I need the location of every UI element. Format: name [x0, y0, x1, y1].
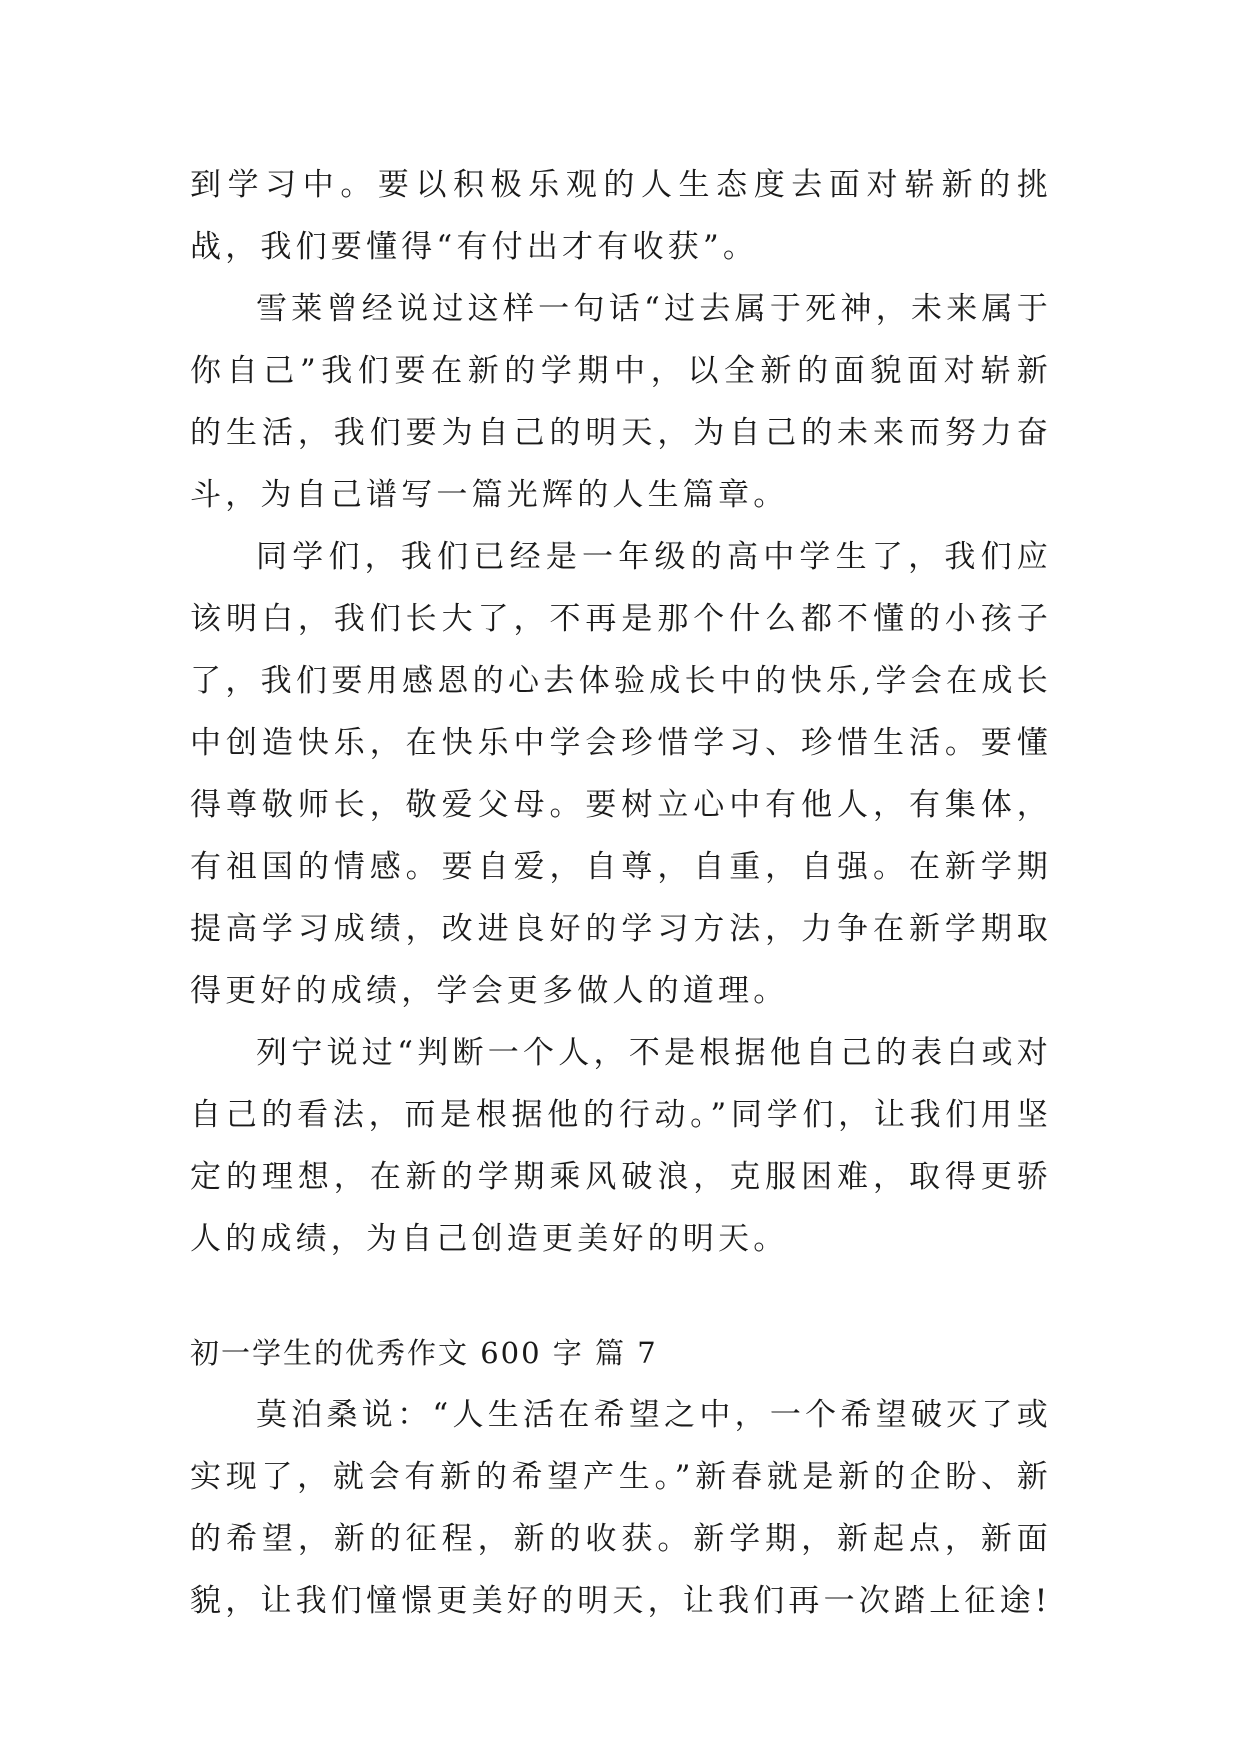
paragraph: 同学们，我们已经是一年级的高中学生了，我们应该明白，我们长大了，不再是那个什么都不懂的小孩子了，我们要用感恩的心去体验成长中的快乐,学会在成长中创造快乐，在快乐中学会珍惜学习、珍惜生活。要懂得尊敬师长，敬爱父母。要树立心中有他人，有集体，有祖国的情感。要自爱，自尊，自重，自强。在新学期提高学习成绩，改进良好的学习方法，力争在新学期取得更好的成绩，学会更多做人的道理。	[190, 539, 1052, 1009]
paragraph: 到学习中。要以积极乐观的人生态度去面对崭新的挑战，我们要懂得“有付出才有收获”。	[190, 167, 1052, 265]
paragraph: 莫泊桑说：“人生活在希望之中，一个希望破灭了或实现了，就会有新的希望产生。”新春就是新的企盼、新的希望，新的征程，新的收获。新学期，新起点，新面貌，让我们憧憬更美好的明天，让我们再一次踏上征途!	[190, 1397, 1052, 1619]
document-page	[190, 154, 1052, 1632]
paragraph: 列宁说过“判断一个人，不是根据他自己的表白或对自己的看法，而是根据他的行动。”同学们，让我们用坚定的理想，在新的学期乘风破浪，克服困难，取得更骄人的成绩，为自己创造更美好的明天。	[190, 1035, 1052, 1257]
paragraph: 雪莱曾经说过这样一句话“过去属于死神，未来属于你自己”我们要在新的学期中，以全新的面貌面对崭新的生活，我们要为自己的明天，为自己的未来而努力奋斗，为自己谱写一篇光辉的人生篇章。	[190, 291, 1052, 513]
section-heading: 初一学生的优秀作文 600 字 篇 7	[190, 1336, 658, 1370]
